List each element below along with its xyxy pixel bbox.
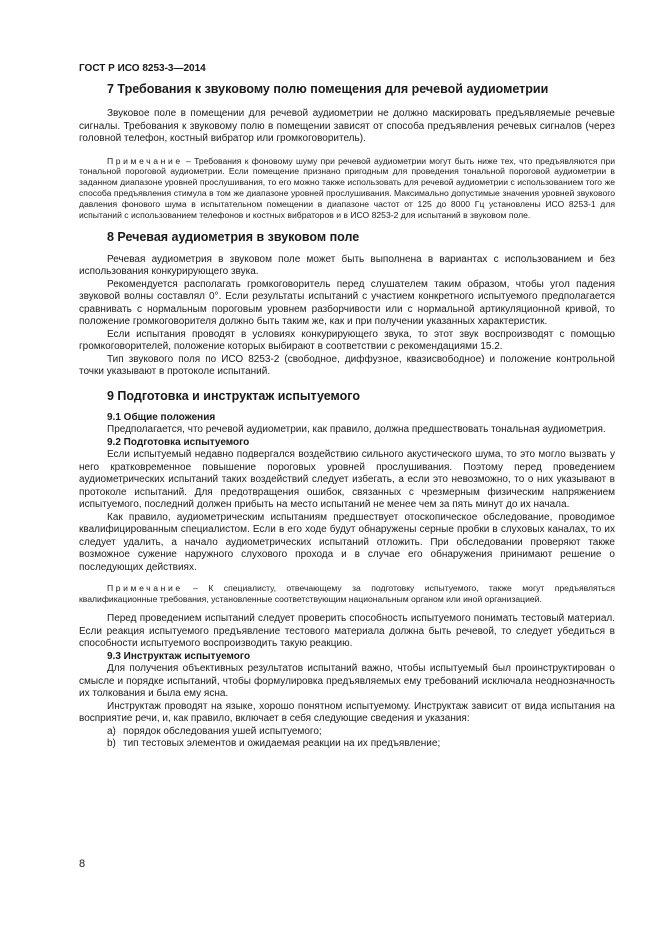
list-item-text: тип тестовых элементов и ожидаемая реакции на их предъявление; — [123, 738, 441, 750]
note-text: – Требования к фоновому шуму при речевой аудиометрии могут быть ниже тех, что предъявляются при тональной пороговой аудиометрии. Если помещение признано пригодным для проведения тональной пороговой аудиометрии в заданном диапазоне уровней прослушивания, то его можно также использовать для речевой аудиометрии с использованием того же способа предъявления стимула в том же диапазоне уровней прослушивания. Максимально допустимые значения уровней звукового давления фонового шума в испытательном помещении в диапазоне частот от 125 до 8000 Гц установлены ИСО 8253-1 для испытаний с использованием телефонов и костных вибраторов и в ИСО 8253-2 для испытаний в звуковом поле. — [79, 155, 615, 221]
section-7-heading: 7 Требования к звуковому полю помещения для речевой аудиометрии — [107, 82, 549, 96]
subsection-9-2-heading: 9.2 Подготовка испытуемого — [107, 436, 250, 448]
section-9-note — [79, 583, 615, 605]
list-item-text: порядок обследования ушей испытуемого; — [123, 725, 322, 737]
section-8-paragraph: Если испытания проводят в условиях конкурирующего звука, то этот звук воспроизводят с помощью громкоговорителей, положение которых выбирают в соответствии с рекомендациями 15.2. — [79, 328, 615, 353]
subsection-9-3-heading: 9.3 Инструктаж испытуемого — [107, 650, 251, 662]
list-item — [79, 726, 615, 739]
section-7-note — [79, 156, 615, 221]
subsection-9-1-paragraph: Предполагается, что речевой аудиометрии, как правило, должна предшествовать тональная аудиометрия. — [107, 424, 606, 436]
document-body — [79, 82, 615, 751]
subsection-9-1-heading: 9.1 Общие положения — [107, 411, 216, 423]
document-header: ГОСТ Р ИСО 8253-3—2014 — [79, 63, 206, 74]
subsection-9-3-paragraph: Инструктаж проводят на языке, хорошо понятном испытуемому. Инструктаж зависит от вида испытания на восприятие речи, и, как правило, включает в себя следующие сведения и указания: — [79, 700, 615, 725]
section-8-paragraph: Речевая аудиометрия в звуковом поле может быть выполнена в вариантах с использованием и без использования конкурирующего звука. — [79, 253, 615, 278]
list-marker: b) — [107, 738, 116, 750]
list-item — [79, 738, 615, 751]
section-9-heading: 9 Подготовка и инструктаж испытуемого — [107, 388, 360, 403]
subsection-9-2-paragraph: Перед проведением испытаний следует проверить способность испытуемого понимать тестовый материал. Если реакция испытуемого предъявление тестового материала должна быть речевой, то следует убедиться в способности испытуемого воспроизводить такую реакцию. — [79, 613, 615, 650]
subsection-9-2-paragraph: Как правило, аудиометрическим испытаниям предшествует отоскопическое обследование, проводимое квалифицированным специалистом. Если в его ходе будут обнаружены серные пробки в слуховых каналах, то их следует удалить, а начало аудиометрических испытаний отложить. При обследовании проверяют также возможное сужение наружного слухового прохода и в случае его обнаружения принимают решение о последующих действиях. — [79, 511, 615, 573]
subsection-9-2-paragraph: Если испытуемый недавно подвергался воздействию сильного акустического шума, то это могло вызвать у него кратковременное повышение пороговых уровней прослушивания. Поэтому перед проведением аудиометрических испытаний таких воздействий следует избегать, а если это невозможно, то о них указывают в протоколе испытаний. Для предотвращения ошибок, связанных с чрезмерным физическим напряжением испытуемого, последний должен прибыть на место испытаний не менее чем за пять минут до их начала. — [79, 449, 615, 511]
list-marker: a) — [107, 725, 116, 737]
note-label: Примечание — [107, 583, 183, 594]
section-8-heading: 8 Речевая аудиометрия в звуковом поле — [107, 229, 360, 244]
section-8-paragraph: Рекомендуется располагать громкоговоритель перед слушателем таким образом, чтобы угол падения звуковой волны составлял 0°. Если результаты испытаний с участием конкретного испытуемого предполагается сравнивать с нормальным пороговым уровнем разборчивости или с нормальной артикуляционной кривой, то положение громкоговорителя должно быть таким же, как и при получении указанных характеристик. — [79, 278, 615, 328]
instruction-list — [79, 726, 615, 751]
section-7-paragraph: Звуковое поле в помещении для речевой аудиометрии не должно маскировать предъявляемые речевые сигналы. Требования к звуковому полю в помещении зависят от способа предъявления речевых сигналов (через головной телефон, костный вибратор или громкоговоритель). — [79, 108, 615, 144]
section-8-paragraph: Тип звукового поля по ИСО 8253-2 (свободное, диффузное, квазисвободное) и положение контрольной точки указывают в протоколе испытаний. — [79, 353, 615, 378]
note-text: – К специалисту, отвечающему за подготовку испытуемого, также могут предъявляться квалификационные требования, установленные соответствующим национальным органом или иной организацией. — [79, 583, 615, 605]
page-number: 8 — [79, 858, 86, 870]
subsection-9-3-paragraph: Для получения объективных результатов испытаний важно, чтобы испытуемый был проинструктирован о смысле и порядке испытаний, чтобы формулировка предъявляемых ему требований исключала неоднозначность их толкования и была ему ясна. — [79, 663, 615, 700]
note-label: Примечание — [107, 155, 183, 166]
